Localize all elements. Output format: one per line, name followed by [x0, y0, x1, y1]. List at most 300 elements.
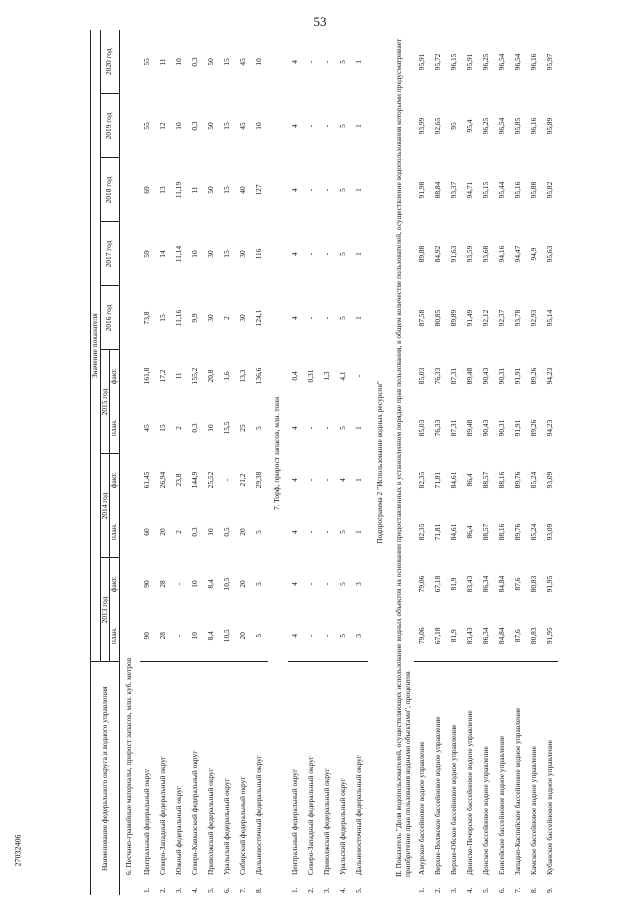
row-value: 86,4: [464, 525, 474, 539]
row-name: Камское бассейновое водное управление: [526, 662, 542, 877]
row-value: 89,26: [528, 419, 538, 437]
row-name: Кубанское бассейновое водное управление: [542, 662, 558, 877]
row-value: 79,06: [416, 575, 426, 593]
row-name: Северо-Кавказский федеральный округ: [188, 662, 204, 877]
indicator-text: II. Показатель "Доля водопользователей, осуществляющих использование водных объектов на основании предоставленных в установленном порядке прав пользования, в общем количестве пользователей, осуществление водопользования которыми предусматривает приобретение прав пользования водными объектами", процентов: [393, 38, 412, 877]
row-value: 161,8: [142, 367, 152, 385]
table-row: [526, 30, 542, 895]
row-value: 3: [354, 633, 364, 638]
year-header: 2013 год: [100, 558, 110, 662]
row-value: 59: [142, 250, 152, 258]
row-value: 80,85: [432, 309, 442, 327]
row-value: 3: [354, 582, 364, 586]
table-row: [446, 30, 462, 895]
row-value: -: [322, 60, 332, 64]
row-value: 10: [174, 58, 184, 66]
row-name: Южный федеральный округ: [172, 662, 188, 877]
row-value: 67,18: [432, 627, 442, 645]
row-value: -: [322, 252, 332, 256]
row-value: 4: [290, 530, 300, 534]
row-value: 82,35: [416, 523, 426, 541]
row-value: 1: [354, 252, 364, 256]
row-name: Северо-Западный федеральный округ: [156, 662, 172, 877]
row-value: 92,37: [496, 309, 506, 327]
year-header: 2016 год: [100, 286, 119, 350]
row-value: 1: [354, 478, 364, 482]
row-name: Центральный федеральный округ: [288, 662, 304, 877]
table-row: [352, 30, 368, 895]
row-value: 94,9: [528, 247, 538, 261]
row-value: 4: [338, 478, 348, 482]
row-value: 10: [206, 424, 216, 432]
row-value: 96,16: [528, 117, 538, 135]
row-value: 11: [190, 186, 200, 194]
indicator-row: [392, 30, 415, 895]
row-value: 15: [158, 314, 168, 322]
row-value: 92,65: [432, 117, 442, 135]
row-value: 1: [354, 60, 364, 64]
row-value: 92,12: [480, 309, 490, 327]
row-value: 71,81: [432, 523, 442, 541]
subprogram-row: [368, 30, 392, 895]
row-value: 89,26: [528, 367, 538, 385]
row-value: 50: [206, 58, 216, 66]
row-value: 0,3: [190, 527, 200, 537]
row-value: 90,31: [496, 419, 506, 437]
row-value: 60: [142, 528, 152, 536]
row-value: 13: [158, 186, 168, 194]
row-value: 15: [222, 186, 232, 194]
row-value: 90,31: [496, 367, 506, 385]
row-value: 15: [222, 58, 232, 66]
row-value: 14: [158, 250, 168, 258]
row-value: 89,48: [464, 367, 474, 385]
table-row: [414, 30, 430, 895]
row-value: 90: [142, 580, 152, 588]
row-value: 69: [142, 186, 152, 194]
row-value: 95,85: [512, 117, 522, 135]
row-value: 20: [238, 580, 248, 588]
row-value: 96,16: [528, 53, 538, 71]
row-value: 86,34: [480, 627, 490, 645]
row-value: -: [306, 478, 316, 482]
row-value: 20: [238, 632, 248, 640]
row-value: 10: [190, 580, 200, 588]
row-value: 84,84: [496, 575, 506, 593]
row-number: 2.: [306, 887, 316, 893]
row-name: Северо-Западный федеральный округ: [304, 662, 320, 877]
row-value: 30: [238, 314, 248, 322]
row-value: 30: [206, 314, 216, 322]
table-row: [462, 30, 478, 895]
row-value: 5: [338, 188, 348, 192]
row-number: 2.: [432, 887, 442, 893]
sub-header: факт.: [110, 350, 120, 402]
row-value: 86,34: [480, 575, 490, 593]
row-value: 10: [190, 250, 200, 258]
row-value: 17,2: [158, 369, 168, 383]
row-value: 11: [174, 372, 184, 380]
row-value: 4: [290, 316, 300, 320]
section-spacer: [268, 877, 288, 895]
row-value: 88,57: [480, 523, 490, 541]
row-name: Верхне-Обское бассейновое водное управление: [446, 662, 462, 877]
row-value: 10: [190, 632, 200, 640]
row-number: 9.: [544, 887, 554, 893]
row-value: 95,97: [544, 53, 554, 71]
year-header: 2017 год: [100, 222, 119, 286]
table-row: [494, 30, 510, 895]
sub-header: план.: [110, 610, 120, 662]
row-value: 87,58: [416, 309, 426, 327]
row-value: 96,54: [512, 53, 522, 71]
table-row: [320, 30, 336, 895]
row-value: 87,31: [448, 367, 458, 385]
row-value: 23,8: [174, 473, 184, 487]
row-value: 20,8: [206, 369, 216, 383]
row-value: 91,98: [416, 181, 426, 199]
section-title: 7. Торф, прирост запасов, млн. тонн: [272, 396, 282, 510]
page-number: 53: [313, 14, 327, 29]
row-value: 50: [206, 186, 216, 194]
row-value: 90,43: [480, 367, 490, 385]
row-value: 55: [142, 58, 152, 66]
row-name: Уральский федеральный округ: [336, 662, 352, 877]
row-value: 71,81: [432, 471, 442, 489]
row-value: 96,54: [496, 53, 506, 71]
row-value: 2: [222, 316, 232, 320]
row-value: 95,16: [512, 181, 522, 199]
row-value: 25,52: [206, 471, 216, 489]
row-value: 96,54: [496, 117, 506, 135]
row-value: 92,93: [528, 309, 538, 327]
row-number: 3.: [322, 887, 332, 893]
row-value: 5: [338, 316, 348, 320]
row-value: 10: [254, 58, 264, 66]
row-value: 61,45: [142, 471, 152, 489]
row-value: -: [174, 634, 184, 637]
row-name: Двинско-Печорское бассейновое водное управление: [462, 662, 478, 877]
row-value: 93,37: [448, 181, 458, 199]
row-value: 93,99: [416, 117, 426, 135]
row-value: 85,03: [416, 419, 426, 437]
row-value: 83,43: [464, 627, 474, 645]
row-value: 1,6: [222, 371, 232, 381]
row-value: 94,16: [496, 245, 506, 263]
row-value: 9,9: [190, 313, 200, 323]
row-value: -: [306, 316, 316, 320]
year-header: 2018 год: [100, 158, 119, 222]
table-row: [478, 30, 494, 895]
row-number: 4.: [464, 887, 474, 893]
name-column-header: Наименование федерального округа и водного управления: [91, 662, 120, 895]
row-value: 2: [174, 530, 184, 534]
row-value: 5: [338, 426, 348, 430]
row-value: 20: [238, 528, 248, 536]
row-value: 93,09: [544, 523, 554, 541]
row-value: -: [322, 582, 332, 586]
row-value: 84,61: [448, 523, 458, 541]
row-value: 28: [158, 632, 168, 640]
row-value: 10: [254, 122, 264, 130]
row-value: -: [306, 252, 316, 256]
row-value: 21,2: [238, 473, 248, 487]
table-row: [252, 30, 268, 895]
row-value: 82,35: [416, 471, 426, 489]
row-value: 88,16: [496, 471, 506, 489]
section-row: [119, 30, 140, 895]
row-value: 155,2: [190, 367, 200, 385]
row-value: 88,57: [480, 471, 490, 489]
table-row: [220, 30, 236, 895]
row-value: 136,6: [254, 367, 264, 385]
row-value: 4: [290, 582, 300, 586]
row-number: 4.: [190, 887, 200, 893]
row-value: 13,3: [238, 369, 248, 383]
row-value: 91,49: [464, 309, 474, 327]
row-value: 87,31: [448, 419, 458, 437]
row-value: 5: [254, 633, 264, 638]
row-value: 2: [174, 426, 184, 430]
row-value: 93,09: [544, 471, 554, 489]
subprogram-title: Подпрограмма 2 "Использование водных ресурсов": [375, 381, 385, 544]
row-value: -: [222, 478, 232, 482]
row-number: 5.: [480, 887, 490, 893]
row-value: 95,88: [528, 181, 538, 199]
row-value: 116: [254, 248, 264, 260]
row-value: 55: [142, 122, 152, 130]
row-value: 80,83: [528, 575, 538, 593]
row-value: 1: [354, 188, 364, 192]
row-number: 1.: [416, 887, 426, 893]
row-value: 12: [158, 122, 168, 130]
row-value: 84,84: [496, 627, 506, 645]
row-number: 8.: [254, 887, 264, 893]
row-value: 10,5: [222, 577, 232, 591]
row-value: -: [306, 124, 316, 128]
row-value: 73,8: [142, 311, 152, 325]
section-title: 6. Песчано-гравийные материалы, прирост запасов, млн. куб. метров: [124, 657, 134, 875]
row-value: 29,38: [254, 471, 264, 489]
row-value: 20: [158, 528, 168, 536]
sub-header: факт.: [110, 558, 120, 610]
row-value: -: [322, 634, 332, 637]
table-row: [336, 30, 352, 895]
row-value: -: [322, 124, 332, 128]
row-value: 85,24: [528, 471, 538, 489]
row-name: Амурское бассейновое водное управление: [414, 662, 430, 877]
row-name: Верхне-Волжское бассейновое водное управление: [430, 662, 446, 877]
row-value: -: [306, 530, 316, 534]
row-value: 45: [238, 58, 248, 66]
row-value: 144,9: [190, 471, 200, 489]
row-value: 1,3: [322, 371, 332, 381]
row-value: 96,25: [480, 117, 490, 135]
row-value: 95,63: [544, 245, 554, 263]
row-value: 91,95: [544, 575, 554, 593]
row-value: 90: [142, 632, 152, 640]
row-value: 5: [338, 252, 348, 256]
row-value: 87,6: [512, 577, 522, 591]
row-number: 1.: [142, 887, 152, 893]
row-number: 7.: [238, 887, 248, 893]
row-value: -: [322, 426, 332, 430]
sub-header: факт.: [110, 454, 120, 506]
section-spacer: [119, 877, 140, 895]
row-value: 83,43: [464, 575, 474, 593]
row-value: 0,3: [190, 423, 200, 433]
row-value: -: [306, 582, 316, 586]
row-value: 1: [354, 316, 364, 320]
row-value: 91,95: [544, 627, 554, 645]
row-value: 87,6: [512, 629, 522, 643]
row-value: 4: [290, 60, 300, 64]
row-value: 40: [238, 186, 248, 194]
row-value: 95,15: [480, 181, 490, 199]
row-value: 5: [338, 124, 348, 128]
row-value: -: [306, 60, 316, 64]
row-value: 4: [290, 252, 300, 256]
row-value: 25: [238, 424, 248, 432]
table-row: [510, 30, 526, 895]
row-value: 95,82: [544, 181, 554, 199]
row-number: 1.: [290, 887, 300, 893]
row-value: 45: [238, 122, 248, 130]
row-value: 94,47: [512, 245, 522, 263]
row-value: 11,19: [174, 181, 184, 199]
row-value: 93,68: [480, 245, 490, 263]
row-value: 5: [254, 530, 264, 534]
row-value: 4: [290, 188, 300, 192]
year-header: 2020 год: [100, 30, 119, 94]
row-value: 79,06: [416, 627, 426, 645]
row-value: 76,33: [432, 419, 442, 437]
row-value: 85,03: [416, 367, 426, 385]
row-value: 95,91: [464, 53, 474, 71]
row-value: 93,78: [512, 309, 522, 327]
row-number: 8.: [528, 887, 538, 893]
row-value: 11: [158, 58, 168, 66]
row-value: 0,3: [190, 57, 200, 67]
table-row: [140, 30, 156, 895]
row-value: 50: [206, 122, 216, 130]
row-number: 7.: [512, 887, 522, 893]
row-value: 15: [222, 250, 232, 258]
row-name: Приволжский федеральный округ: [320, 662, 336, 877]
table-row: [430, 30, 446, 895]
row-name: Западно-Каспийское бассейновое водное управление: [510, 662, 526, 877]
row-value: 84,61: [448, 471, 458, 489]
row-value: 30: [206, 250, 216, 258]
row-value: 0,31: [306, 369, 316, 383]
row-value: 95,91: [416, 53, 426, 71]
section-row: [268, 30, 288, 895]
document-id: 27032406: [13, 834, 23, 867]
year-header: 2019 год: [100, 94, 119, 158]
row-name: Донское бассейновое водное управление: [478, 662, 494, 877]
row-value: -: [322, 316, 332, 320]
row-value: 95,14: [544, 309, 554, 327]
row-value: 90,43: [480, 419, 490, 437]
row-value: 4: [290, 633, 300, 638]
rotated-table-region: [90, 30, 610, 895]
row-value: -: [322, 530, 332, 534]
table-row: [236, 30, 252, 895]
row-value: 89,48: [464, 419, 474, 437]
year-header: 2014 год: [100, 454, 110, 558]
row-value: 95,44: [496, 181, 506, 199]
row-value: -: [354, 374, 364, 378]
sub-header: план.: [110, 402, 120, 454]
row-value: 127: [254, 184, 264, 196]
row-value: 8,4: [206, 631, 216, 641]
row-value: 4: [290, 426, 300, 430]
row-number: 4.: [338, 887, 348, 893]
row-value: 89,89: [448, 309, 458, 327]
row-value: 10: [206, 528, 216, 536]
table-row: [204, 30, 220, 895]
row-value: 10: [174, 122, 184, 130]
row-number: 2.: [158, 887, 168, 893]
row-value: 11,16: [174, 309, 184, 327]
row-value: 96,25: [480, 53, 490, 71]
row-value: -: [306, 188, 316, 192]
row-value: 88,16: [496, 523, 506, 541]
row-value: 0,3: [190, 121, 200, 131]
row-name: Сибирский федеральный округ: [236, 662, 252, 877]
row-value: 4: [290, 478, 300, 482]
row-value: 95,4: [464, 119, 474, 133]
row-name: Дальневосточный федеральный округ: [352, 662, 368, 877]
row-value: 5: [338, 60, 348, 64]
row-value: 11,14: [174, 245, 184, 263]
row-value: 15: [158, 424, 168, 432]
row-value: 91,91: [512, 419, 522, 437]
row-value: 67,18: [432, 575, 442, 593]
row-value: 89,76: [512, 471, 522, 489]
row-value: 1: [354, 124, 364, 128]
row-number: 5.: [354, 887, 364, 893]
row-value: 45: [142, 424, 152, 432]
row-value: 124,1: [254, 309, 264, 327]
row-value: 1: [354, 530, 364, 534]
row-name: Енисейское бассейновое водное управление: [494, 662, 510, 877]
row-value: -: [322, 188, 332, 192]
row-value: -: [306, 426, 316, 430]
row-value: 93,59: [464, 245, 474, 263]
row-value: 4: [290, 124, 300, 128]
row-value: 94,71: [464, 181, 474, 199]
row-number: 3.: [174, 887, 184, 893]
row-value: -: [174, 582, 184, 586]
row-name: Приволжский федеральный округ: [204, 662, 220, 877]
row-value: 89,76: [512, 523, 522, 541]
table-row: [156, 30, 172, 895]
row-value: 15,5: [222, 421, 232, 435]
row-number: 6.: [222, 887, 232, 893]
row-value: 86,4: [464, 473, 474, 487]
row-value: 95: [448, 122, 458, 130]
row-value: 80,83: [528, 627, 538, 645]
row-value: 15: [222, 122, 232, 130]
row-name: Уральский федеральный округ: [220, 662, 236, 877]
row-value: -: [322, 478, 332, 482]
sub-header: план.: [110, 506, 120, 558]
row-value: 0,4: [290, 371, 300, 381]
row-value: 88,84: [432, 181, 442, 199]
row-value: -: [306, 634, 316, 637]
row-value: 5: [338, 633, 348, 638]
